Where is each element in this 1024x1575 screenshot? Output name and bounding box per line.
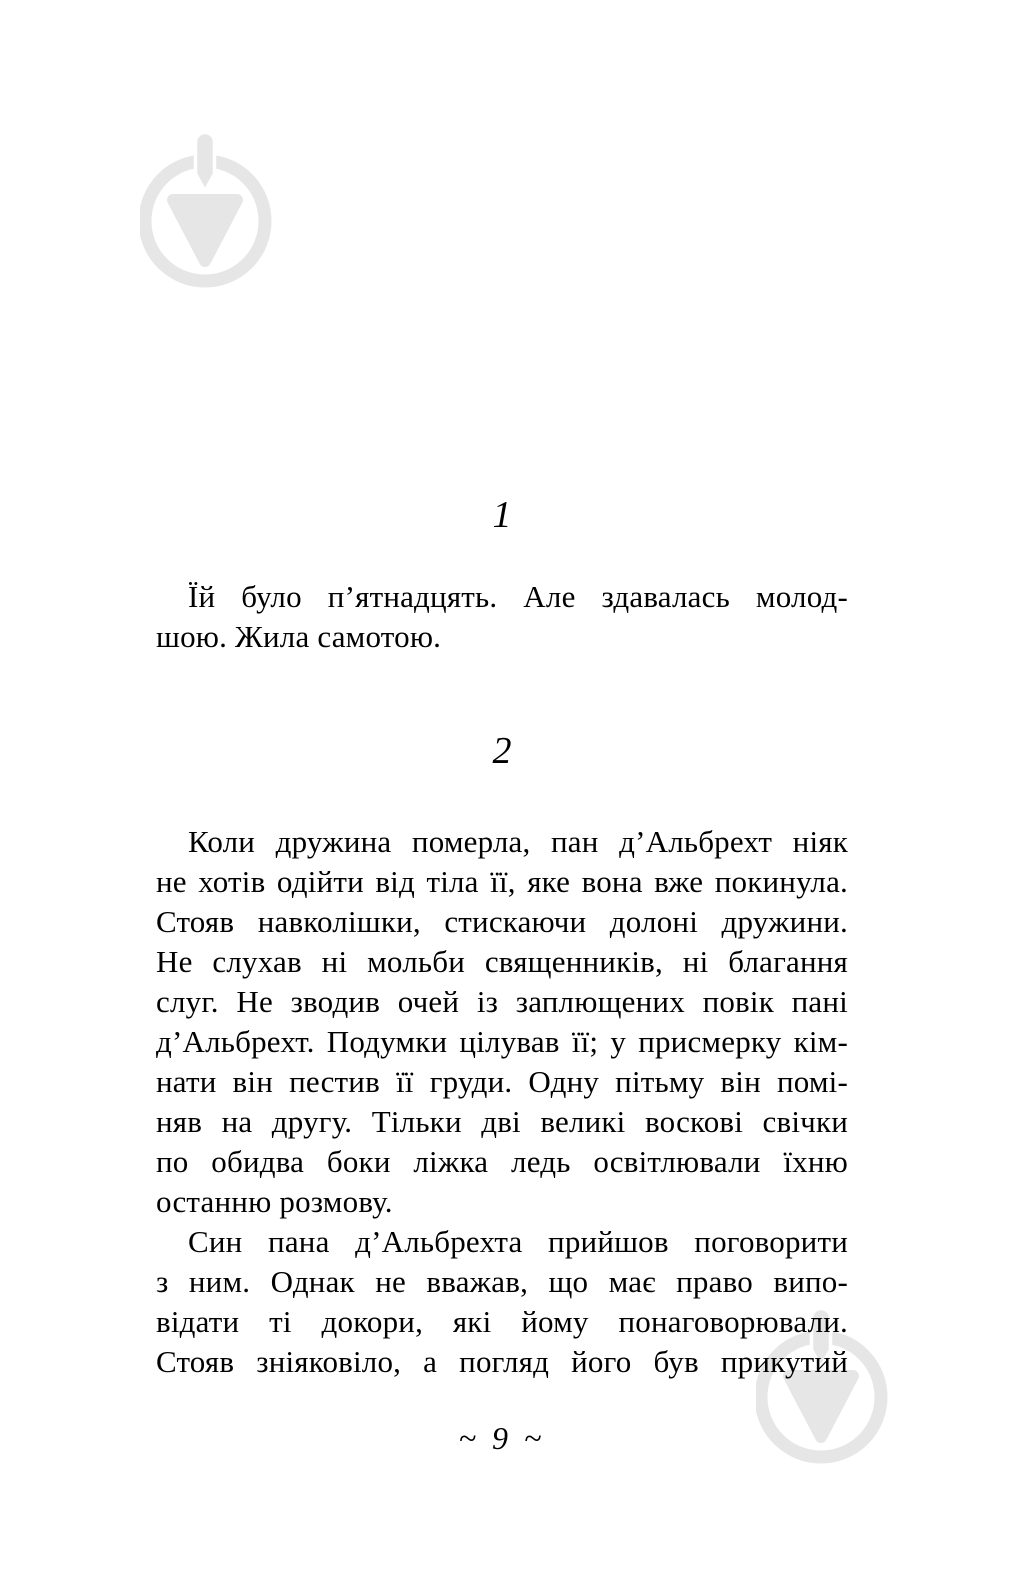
page-number: ~ 9 ~ [458, 1420, 546, 1456]
text-line: не хотів одійти від тіла її, яке вона вже покинула. [156, 864, 848, 899]
text-line: Їй було п’ятнадцять. Але здавалась молод- [188, 579, 848, 614]
text-line: Коли дружина померла, пан д’Альбрехт ніяк [188, 824, 848, 859]
chapter-2-text [156, 822, 848, 1382]
text-line: по обидва боки ліжка ледь освітлювали їхню [156, 1144, 848, 1179]
chapter-1-paragraph [156, 577, 848, 657]
publisher-watermark-icon [140, 132, 280, 302]
paragraph [156, 822, 848, 1222]
text-line: Не слухав ні мольби священників, ні благання [156, 944, 848, 979]
text-line: слуг. Не зводив очей із заплющених повік пані [156, 984, 848, 1019]
text-line: д’Альбрехт. Подумки цілував її; у присмерку кім- [156, 1024, 848, 1059]
text-line: відати ті докори, які йому понаговорювали. [156, 1304, 848, 1339]
chapter-number-1: 1 [492, 494, 512, 536]
text-line: з ним. Однак не вважав, що має право випо- [156, 1264, 848, 1299]
text-line: Син пана д’Альбрехта прийшов поговорити [188, 1224, 848, 1259]
text-line: нати він пестив її груди. Одну пітьму він помі- [156, 1064, 848, 1099]
text-line: Стояв зніяковіло, а погляд його був прикутий [156, 1344, 848, 1379]
chapter-number-2: 2 [492, 730, 512, 772]
text-line: останню розмову. [156, 1184, 393, 1219]
text-line: Стояв навколішки, стискаючи долоні дружини. [156, 904, 848, 939]
text-line: шою. Жила самотою. [156, 619, 442, 654]
text-line: няв на другу. Тільки дві великі воскові свічки [156, 1104, 848, 1139]
paragraph [156, 1222, 848, 1382]
